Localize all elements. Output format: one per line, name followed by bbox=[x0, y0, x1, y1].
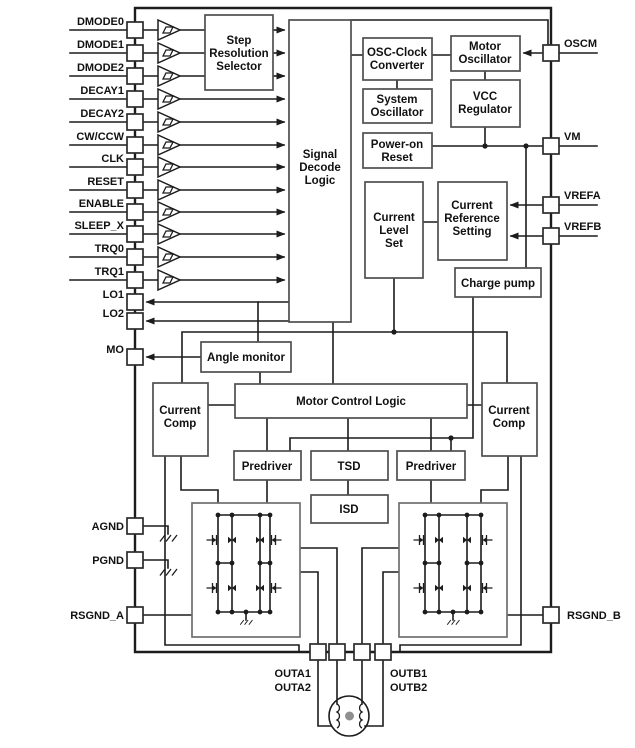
pin-label-left: RSGND_A bbox=[70, 610, 124, 622]
block-label: Current bbox=[488, 405, 530, 417]
block-label: Charge pump bbox=[460, 278, 536, 290]
pin-pad-vrefa bbox=[543, 197, 559, 213]
block-tsd bbox=[311, 451, 388, 480]
block-signal-decode-logic bbox=[289, 20, 351, 322]
h-bridge-b bbox=[399, 503, 507, 637]
pin-label-bottom: OUTA2 bbox=[274, 682, 311, 694]
block-charge-pump bbox=[455, 268, 541, 297]
pin-pad-dmode2 bbox=[127, 68, 143, 84]
schmitt-buffer-icon bbox=[158, 89, 180, 109]
pin-pad-clk bbox=[127, 159, 143, 175]
block-label: Motor bbox=[469, 41, 501, 53]
pin-label-left: RESET bbox=[87, 176, 124, 188]
block-label: Motor Control Logic bbox=[296, 396, 406, 408]
pin-pad-agnd bbox=[127, 518, 143, 534]
block-angle-monitor bbox=[201, 342, 291, 372]
block-motor-control-logic bbox=[235, 384, 467, 418]
block-label: Current bbox=[451, 200, 493, 212]
block-system-oscillator bbox=[363, 89, 432, 123]
pin-pad-decay2 bbox=[127, 114, 143, 130]
pin-pad-trq1 bbox=[127, 272, 143, 288]
pin-label-bottom: OUTA1 bbox=[274, 668, 311, 680]
block-current-comp-a bbox=[153, 383, 208, 456]
pin-pad-sleepx bbox=[127, 226, 143, 242]
block-step-resolution-selector bbox=[205, 15, 273, 90]
pin-label-left: CLK bbox=[101, 153, 124, 165]
pin-label-right: VM bbox=[564, 131, 581, 143]
pin-label-left: DMODE2 bbox=[76, 62, 124, 74]
block-predriver-b bbox=[397, 451, 465, 480]
block-label: Angle monitor bbox=[207, 352, 285, 364]
pin-label-left: MO bbox=[106, 344, 124, 356]
schmitt-buffer-icon bbox=[158, 270, 180, 290]
h-bridge-a bbox=[192, 503, 300, 637]
block-label: TSD bbox=[337, 461, 361, 473]
pin-label-left: LO1 bbox=[102, 289, 124, 301]
block-label: ISD bbox=[339, 504, 359, 516]
block-current-reference-setting bbox=[438, 182, 507, 260]
block-label: Oscillator bbox=[370, 107, 424, 119]
pin-label-left: AGND bbox=[91, 521, 124, 533]
block-motor-oscillator bbox=[451, 36, 520, 71]
block-label: Predriver bbox=[241, 461, 293, 473]
pin-pad-reset bbox=[127, 182, 143, 198]
schmitt-buffer-icon bbox=[158, 224, 180, 244]
pin-pad-mo bbox=[127, 349, 143, 365]
pin-label-left: LO2 bbox=[102, 308, 124, 320]
block-label: Decode bbox=[299, 162, 341, 174]
block-label: Comp bbox=[163, 418, 197, 430]
pin-label-left: TRQ0 bbox=[94, 243, 124, 255]
pin-label-right: RSGND_B bbox=[567, 610, 621, 622]
block-label: Converter bbox=[369, 60, 425, 72]
pin-label-left: DECAY2 bbox=[80, 108, 124, 120]
block-label: Current bbox=[159, 405, 201, 417]
pin-pad-outa2 bbox=[329, 644, 345, 660]
pin-pad-enable bbox=[127, 204, 143, 220]
pin-label-right: VREFA bbox=[564, 190, 601, 202]
chassis-ground-icon bbox=[160, 569, 177, 576]
block-label: Power-on bbox=[370, 139, 424, 151]
block-label: Set bbox=[385, 238, 403, 250]
schmitt-buffer-icons bbox=[158, 20, 180, 290]
pin-label-left: ENABLE bbox=[78, 198, 124, 210]
block-power-on-reset bbox=[363, 133, 432, 168]
block-osc-clock-converter bbox=[363, 38, 432, 80]
block-label: Reset bbox=[381, 152, 413, 164]
block-label: OSC-Clock bbox=[366, 47, 428, 59]
schmitt-buffer-icon bbox=[158, 135, 180, 155]
pin-label-left: DMODE1 bbox=[76, 39, 124, 51]
block-label: Comp bbox=[492, 418, 526, 430]
chassis-ground-icon bbox=[160, 535, 177, 542]
block-label: VCC bbox=[472, 91, 498, 103]
block-current-level-set bbox=[365, 182, 423, 278]
pin-pad-outb2 bbox=[375, 644, 391, 660]
schmitt-buffer-icon bbox=[158, 112, 180, 132]
pin-pad-dmode1 bbox=[127, 45, 143, 61]
pin-label-bottom: OUTB2 bbox=[390, 682, 428, 694]
pin-pad-lo1 bbox=[127, 294, 143, 310]
pin-pad-outb1 bbox=[354, 644, 370, 660]
block-vcc-regulator bbox=[451, 80, 520, 127]
pin-label-right: OSCM bbox=[564, 38, 597, 50]
pin-pad-trq0 bbox=[127, 249, 143, 265]
rotor-dot bbox=[345, 712, 354, 721]
block-label: System bbox=[376, 94, 418, 106]
pin-pad-decay1 bbox=[127, 91, 143, 107]
schmitt-buffer-icon bbox=[158, 20, 180, 40]
pin-label-left: SLEEP_X bbox=[74, 220, 124, 232]
schmitt-buffer-icon bbox=[158, 180, 180, 200]
schmitt-buffer-icon bbox=[158, 157, 180, 177]
block-label: Signal bbox=[302, 149, 338, 161]
schmitt-buffer-icon bbox=[158, 43, 180, 63]
pin-label-left: TRQ1 bbox=[94, 266, 124, 278]
pin-pad-pgnd bbox=[127, 552, 143, 568]
block-label: Reference bbox=[444, 213, 500, 225]
pin-pad-rsgnd-a bbox=[127, 607, 143, 623]
pin-label-bottom: OUTB1 bbox=[390, 668, 428, 680]
pin-pad-cwccw bbox=[127, 137, 143, 153]
block-label: Regulator bbox=[458, 104, 512, 116]
schmitt-buffer-icon bbox=[158, 247, 180, 267]
block-label: Setting bbox=[452, 226, 492, 238]
block-predriver-a bbox=[234, 451, 301, 480]
coil-icon bbox=[360, 704, 362, 728]
pin-pad-outa1 bbox=[310, 644, 326, 660]
block-label: Oscillator bbox=[458, 54, 512, 66]
pin-label-left: CW/CCW bbox=[76, 131, 124, 143]
pin-pad-lo2 bbox=[127, 313, 143, 329]
pin-label-left: PGND bbox=[92, 555, 124, 567]
pin-pad-oscm bbox=[543, 45, 559, 61]
block-label: Predriver bbox=[405, 461, 457, 473]
pin-pad-vrefb bbox=[543, 228, 559, 244]
block-label: Resolution bbox=[209, 48, 269, 60]
pin-label-left: DECAY1 bbox=[80, 85, 124, 97]
block-label: Selector bbox=[216, 61, 262, 73]
schmitt-buffer-icon bbox=[158, 202, 180, 222]
block-label: Current bbox=[373, 212, 415, 224]
pin-pad-rsgnd-b bbox=[543, 607, 559, 623]
block-label: Step bbox=[226, 35, 252, 47]
pin-pad-vm bbox=[543, 138, 559, 154]
block-label: Level bbox=[379, 225, 409, 237]
block-current-comp-b bbox=[482, 383, 537, 456]
pin-label-right: VREFB bbox=[564, 221, 602, 233]
block-label: Logic bbox=[304, 175, 336, 187]
block-isd bbox=[311, 495, 388, 523]
coil-icon bbox=[337, 704, 339, 728]
pin-pad-dmode0 bbox=[127, 22, 143, 38]
stepper-motor-icon bbox=[329, 696, 369, 736]
schmitt-buffer-icon bbox=[158, 66, 180, 86]
pin-label-left: DMODE0 bbox=[76, 16, 124, 28]
